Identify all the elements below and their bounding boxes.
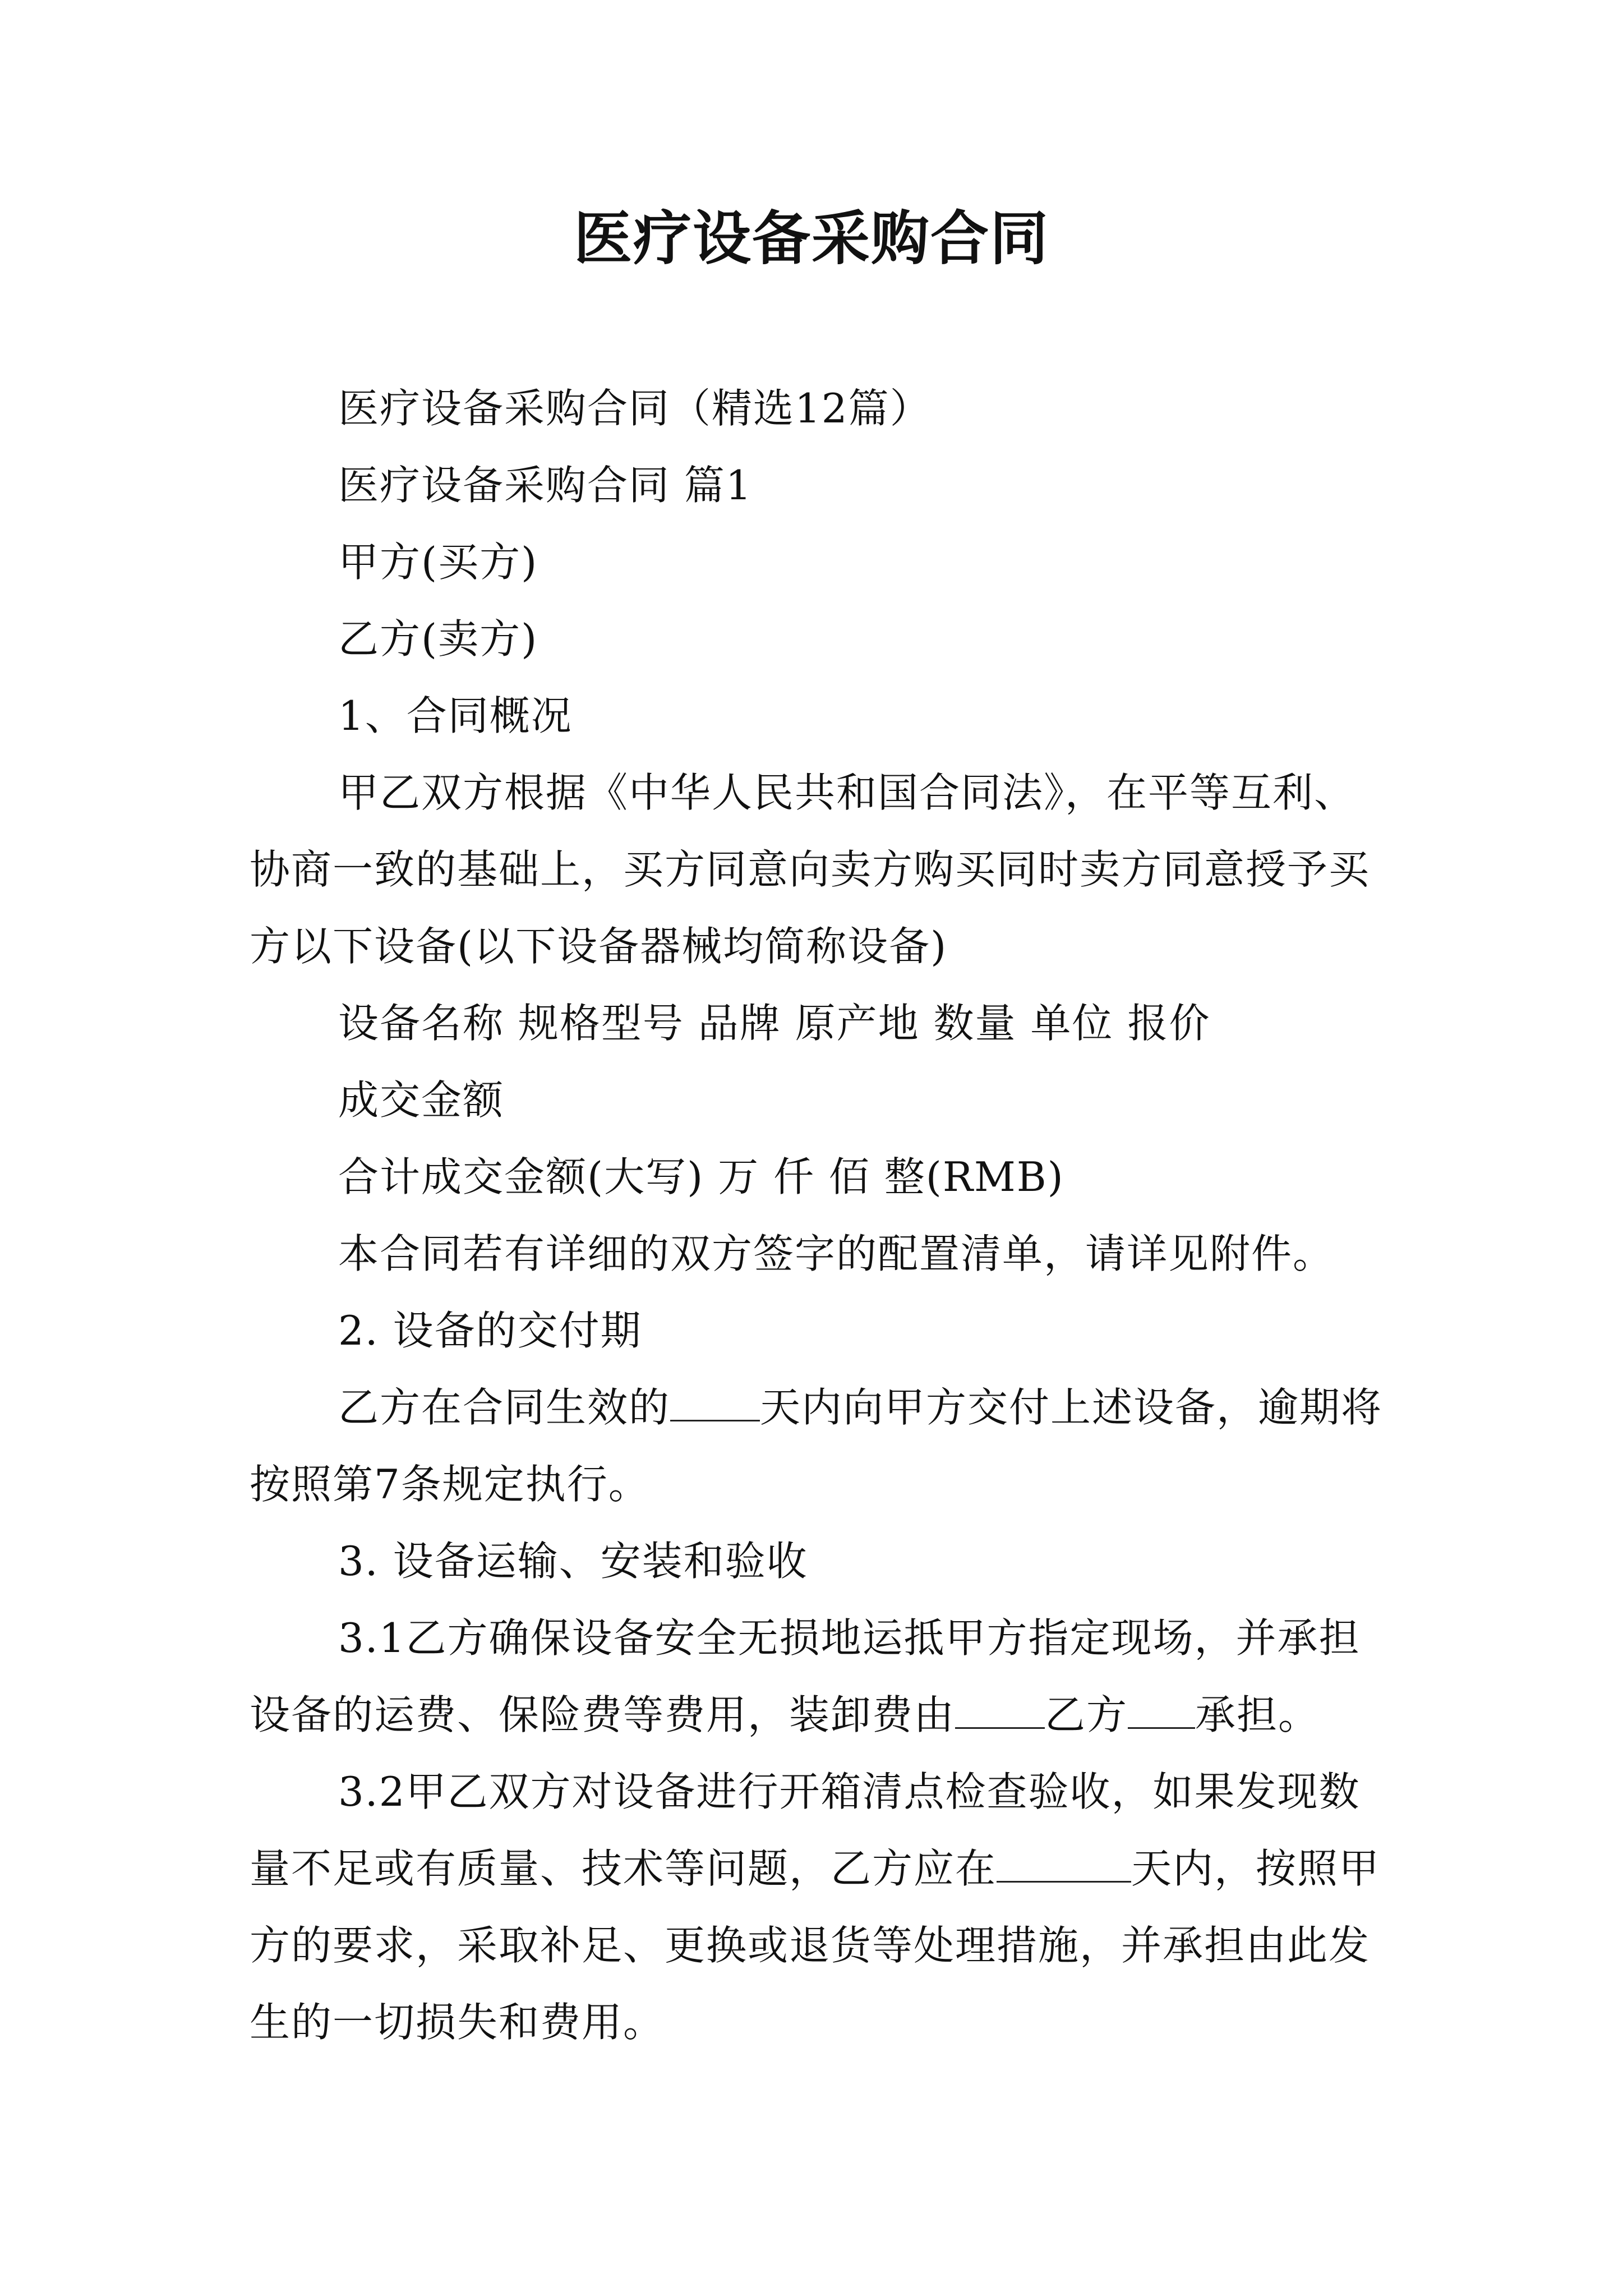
paragraph-clause-1-heading: 1、合同概况 [338, 692, 573, 739]
paragraph-clause-2-heading: 2. 设备的交付期 [338, 1307, 642, 1354]
paragraph-clause-3-heading: 3. 设备运输、安装和验收 [338, 1538, 808, 1585]
paragraph-clause-2-text [250, 1369, 1388, 1523]
remedy-days-blank [997, 1847, 1131, 1883]
handling-fee-blank-before [955, 1694, 1045, 1729]
paragraph-total-amount: 合计成交金额(大写) 万 仟 佰 整(RMB) [338, 1153, 1064, 1200]
clause-2-text-end: 天内向甲方交付上述设备，逾期将按照第7条规定执行。 [250, 1384, 1383, 1508]
paragraph-clause-3-2 [250, 1754, 1388, 2061]
paragraph-clause-1-text: 甲乙双方根据《中华人民共和国合同法》，在平等互利、协商一致的基础上，买方同意向卖方购买同时卖方同意授予买方以下设备(以下设备器械均简称设备) [250, 769, 1371, 970]
paragraph-equipment-columns: 设备名称 规格型号 品牌 原产地 数量 单位 报价 [338, 1000, 1211, 1047]
paragraph-party-b: 乙方(卖方) [338, 615, 538, 662]
clause-3-2-text-end: 天内，按照甲方的要求，采取补足、更换或退货等处理措施，并承担由此发生的一切损失和费用。 [250, 1845, 1381, 2046]
document-title: 医疗设备采购合同 [573, 204, 1049, 273]
clause-3-2-text-start: 3.2甲乙双方对设备进行开箱清点检查验收，如果发现数量不足或有质量、技术等问题，乙方应在 [250, 1768, 1361, 1892]
document-body [250, 370, 1388, 2061]
paragraph-attachment-note: 本合同若有详细的双方签字的配置清单，请详见附件。 [338, 1230, 1335, 1277]
clause-3-1-text-start: 3.1乙方确保设备安全无损地运抵甲方指定现场，并承担设备的运费、保险费等费用，装卸费由 [250, 1614, 1361, 1738]
delivery-days-blank [670, 1386, 760, 1421]
clause-3-1-text-end: 承担。 [1195, 1691, 1320, 1738]
paragraph-clause-3-1 [250, 1600, 1388, 1754]
paragraph-section-heading: 医疗设备采购合同 篇1 [338, 462, 753, 509]
paragraph-deal-amount: 成交金额 [338, 1076, 505, 1124]
paragraph-collection-title: 医疗设备采购合同（精选12篇） [338, 385, 932, 432]
handling-fee-blank-after [1128, 1694, 1195, 1729]
clause-2-text-start: 乙方在合同生效的 [338, 1384, 671, 1431]
paragraph-party-a: 甲方(买方) [338, 539, 538, 586]
handling-fee-party: 乙方 [1045, 1691, 1128, 1738]
